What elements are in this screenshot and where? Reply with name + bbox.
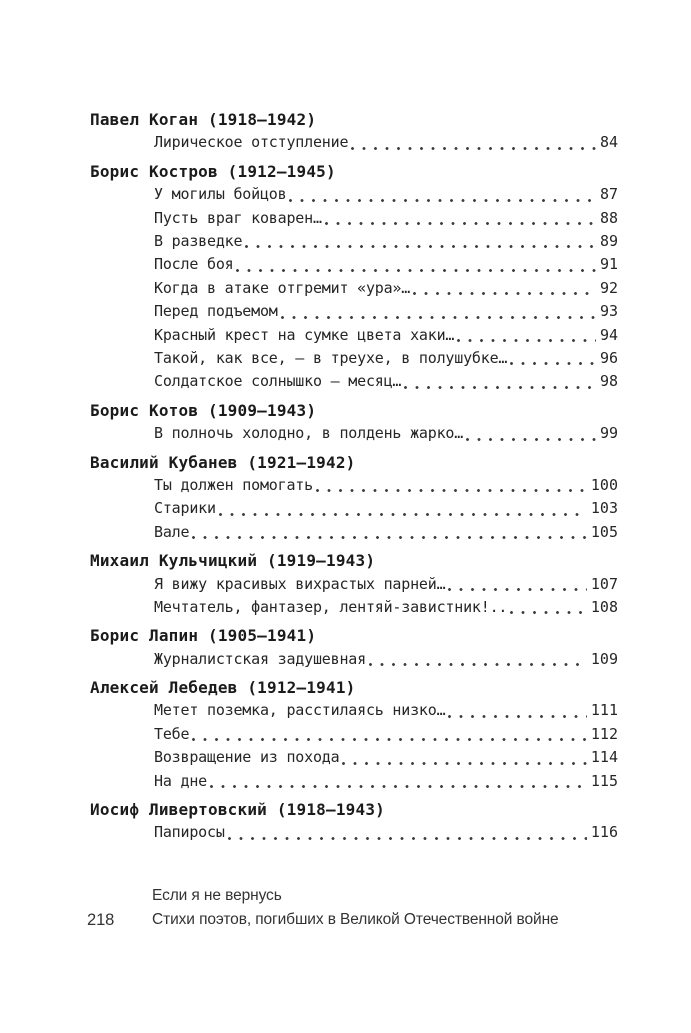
entry-page-number: 89 xyxy=(599,231,618,250)
entry-title: Я вижу красивых вихрастых парней… xyxy=(154,574,446,593)
entry-page-number: 111 xyxy=(590,701,618,720)
entry-title: Солдатское солнышко — месяц… xyxy=(154,372,402,391)
toc-group xyxy=(90,798,618,845)
entry-title: Ты должен помогать xyxy=(154,475,313,494)
toc-author-heading xyxy=(90,676,618,699)
entry-title: Вале xyxy=(154,522,190,541)
dot-leader xyxy=(351,147,596,150)
toc-entry xyxy=(154,131,618,154)
toc-group xyxy=(90,399,618,446)
toc-entry-list xyxy=(154,648,618,671)
toc-entry-list xyxy=(154,821,618,844)
toc-group xyxy=(90,160,618,394)
entry-page-number: 112 xyxy=(590,724,618,743)
toc-entry-list xyxy=(154,422,618,445)
author-name: Василий Кубанев xyxy=(90,452,238,472)
toc-entry xyxy=(154,573,618,596)
toc-entry xyxy=(154,422,618,445)
toc-entry xyxy=(154,230,618,253)
dot-leader xyxy=(281,316,596,319)
entry-page-number: 114 xyxy=(590,748,618,767)
toc-entry xyxy=(154,648,618,671)
page-footer xyxy=(87,884,618,932)
dot-leader xyxy=(413,292,596,295)
toc-entry-list xyxy=(154,183,618,394)
entry-page-number: 115 xyxy=(590,771,618,790)
entry-title: Тебе xyxy=(154,724,190,743)
entry-title: Такой, как все, — в треухе, в полушубке… xyxy=(154,348,508,367)
dot-leader xyxy=(210,785,587,788)
author-name: Борис Лапин xyxy=(90,626,199,646)
entry-title: На дне xyxy=(154,771,207,790)
author-dates: (1912–1945) xyxy=(217,161,336,181)
entry-page-number: 116 xyxy=(590,823,618,842)
entry-title: В полночь холодно, в полдень жарко… xyxy=(154,424,464,443)
footer-book-title: Если я не вернусь xyxy=(152,887,282,904)
toc-entry xyxy=(154,253,618,276)
entry-title: Журналистская задушевная xyxy=(154,649,366,668)
entry-title: Когда в атаке отгремит «ура»… xyxy=(154,278,411,297)
dot-leader xyxy=(289,199,595,202)
entry-page-number: 92 xyxy=(599,278,618,297)
entry-title: Папиросы xyxy=(154,823,225,842)
toc-entry xyxy=(154,746,618,769)
dot-leader xyxy=(245,245,596,248)
toc-group xyxy=(90,624,618,671)
toc-entry xyxy=(154,596,618,619)
toc-author-heading xyxy=(90,399,618,422)
entry-title: В разведке xyxy=(154,231,243,250)
author-dates: (1918–1943) xyxy=(267,800,385,820)
entry-page-number: 99 xyxy=(599,424,618,443)
entry-page-number: 105 xyxy=(590,522,618,541)
toc-entry xyxy=(154,183,618,206)
toc-entry xyxy=(154,821,618,844)
dot-leader xyxy=(369,663,587,666)
toc-entry-list xyxy=(154,131,618,154)
footer-page-number: 218 xyxy=(87,911,115,929)
entry-page-number: 96 xyxy=(599,348,618,367)
author-dates: (1919–1943) xyxy=(257,551,376,571)
toc-author-heading xyxy=(90,549,618,572)
author-dates: (1918–1942) xyxy=(198,110,317,129)
toc-group xyxy=(90,108,618,155)
footer-book-subtitle: Стихи поэтов, погибших в Великой Отечественной войне xyxy=(152,911,559,928)
entry-page-number: 98 xyxy=(599,372,618,391)
toc-group xyxy=(90,451,618,545)
author-name: Борис Костров xyxy=(90,161,218,181)
toc-entry xyxy=(154,207,618,230)
dot-leader xyxy=(510,362,596,365)
toc-entry xyxy=(154,300,618,323)
dot-leader xyxy=(448,588,586,591)
entry-page-number: 100 xyxy=(590,475,618,494)
dot-leader xyxy=(342,762,586,765)
dot-leader xyxy=(448,715,586,718)
entry-title: Перед подъемом xyxy=(154,302,278,321)
toc-entry-list xyxy=(154,474,618,544)
toc-entry xyxy=(154,699,618,722)
dot-leader xyxy=(325,222,596,225)
entry-page-number: 108 xyxy=(590,597,618,616)
dot-leader xyxy=(510,611,587,614)
entry-title: Красный крест на сумке цвета хаки… xyxy=(154,325,455,344)
author-dates: (1905–1941) xyxy=(198,626,317,646)
author-name: Михаил Кульчицкий xyxy=(90,551,258,571)
toc-entry xyxy=(154,770,618,793)
toc-entry xyxy=(154,347,618,370)
author-dates: (1909–1943) xyxy=(198,400,317,420)
dot-leader xyxy=(228,837,587,840)
table-of-contents xyxy=(90,108,618,845)
entry-page-number: 84 xyxy=(599,133,618,152)
entry-page-number: 91 xyxy=(599,255,618,274)
entry-title: Пусть враг коварен… xyxy=(154,208,322,227)
entry-title: Мечтатель, фантазер, лентяй-завистник!.. xyxy=(154,597,508,616)
footer-line xyxy=(87,908,618,932)
entry-page-number: 107 xyxy=(590,574,618,593)
author-name: Павел Коган xyxy=(90,110,199,129)
toc-group xyxy=(90,549,618,619)
author-name: Борис Котов xyxy=(90,400,199,420)
toc-entry xyxy=(154,277,618,300)
entry-title: Старики xyxy=(154,499,216,518)
entry-page-number: 87 xyxy=(599,185,618,204)
toc-entry xyxy=(154,723,618,746)
entry-page-number: 109 xyxy=(590,649,618,668)
toc-entry xyxy=(154,521,618,544)
entry-title: Возвращение из похода xyxy=(154,748,340,767)
entry-title: У могилы бойцов xyxy=(154,185,287,204)
entry-page-number: 103 xyxy=(590,499,618,518)
dot-leader xyxy=(192,536,587,539)
toc-entry-list xyxy=(154,573,618,620)
entry-title: После боя xyxy=(154,255,234,274)
dot-leader xyxy=(457,339,596,342)
author-dates: (1912–1941) xyxy=(237,678,356,698)
dot-leader xyxy=(404,386,596,389)
toc-entry xyxy=(154,324,618,347)
entry-page-number: 94 xyxy=(599,325,618,344)
author-dates: (1921–1942) xyxy=(237,452,356,472)
toc-entry-list xyxy=(154,699,618,793)
toc-author-heading xyxy=(90,108,618,131)
entry-page-number: 88 xyxy=(599,208,618,227)
entry-title: Метет поземка, расстилаясь низко… xyxy=(154,701,446,720)
author-name: Иосиф Ливертовский xyxy=(90,800,267,820)
dot-leader xyxy=(236,269,595,272)
dot-leader xyxy=(316,489,587,492)
toc-author-heading xyxy=(90,451,618,474)
author-name: Алексей Лебедев xyxy=(90,678,238,698)
entry-title: Лирическое отступление xyxy=(154,133,349,152)
toc-entry xyxy=(154,497,618,520)
dot-leader xyxy=(466,438,596,441)
toc-entry xyxy=(154,474,618,497)
toc-author-heading xyxy=(90,624,618,647)
toc-group xyxy=(90,676,618,793)
toc-entry xyxy=(154,370,618,393)
toc-author-heading xyxy=(90,160,618,183)
entry-page-number: 93 xyxy=(599,302,618,321)
toc-author-heading xyxy=(90,798,618,821)
dot-leader xyxy=(192,738,587,741)
dot-leader xyxy=(219,513,587,516)
